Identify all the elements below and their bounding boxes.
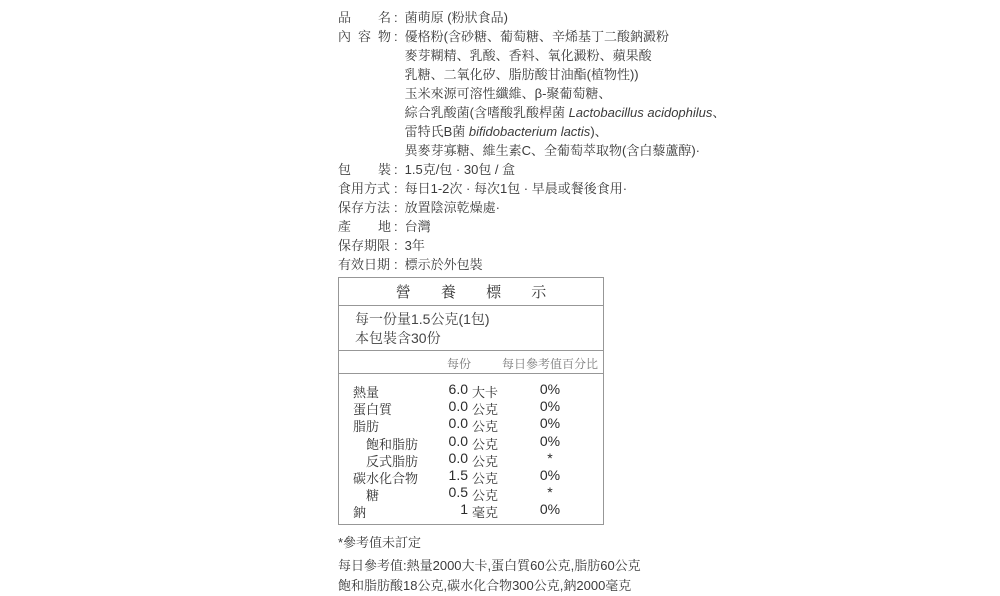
field-value: 優格粉(含砂糖、葡萄糖、辛烯基丁二酸鈉澱粉 麥芽糊精、乳酸、香料、氧化澱粉、蘋果酸 乳糖、二氧化矽、脂肪酸甘油酯(植物性)) 玉米來源可溶性纖維、β-聚葡萄糖、 綜合乳酸菌(含嗜酸乳酸桿菌 Lactobacillus acidophilus、 雷特氏B菌 bifidobacterium lactis)、 異麥芽寡糖、維生素C、全葡萄萃取物(含白藜蘆醇)· [404, 29, 726, 158]
info-field-origin [338, 217, 768, 236]
label-content [338, 8, 768, 596]
nutrient-row [339, 381, 603, 398]
nutrient-daily-value: * [547, 484, 553, 501]
nutrient-rows [339, 374, 603, 524]
field-colon: : [394, 238, 398, 253]
nutrient-row [339, 433, 603, 450]
field-label: 有效日期 [338, 257, 391, 272]
field-colon: : [394, 162, 398, 177]
nutrient-unit: 公克 [472, 419, 499, 435]
nutrient-row [339, 398, 603, 418]
field-value: 3年 [404, 238, 425, 253]
field-colon: : [394, 10, 398, 25]
field-value: 台灣 [404, 219, 431, 234]
nutrient-daily-value: * [547, 449, 553, 466]
field-colon: : [394, 219, 398, 234]
product-info-list [338, 8, 768, 274]
info-field-storage [338, 198, 768, 217]
field-label: 保存期限 [338, 238, 391, 253]
per-serving-header: 每份 [446, 357, 472, 371]
field-label: 保存方法 [338, 200, 391, 215]
nutrient-unit: 公克 [472, 470, 499, 486]
field-label: 包 裝 [338, 162, 391, 177]
nutrient-name: 飽和脂肪 [366, 436, 419, 452]
nutrient-name: 脂肪 [353, 419, 380, 435]
nutrient-amount: 0.5 [448, 484, 468, 501]
info-field-usage [338, 179, 768, 198]
serving-info [339, 306, 603, 351]
nutrient-unit: 公克 [472, 402, 499, 418]
nutrient-unit: 公克 [472, 453, 499, 469]
nutrient-unit: 公克 [472, 488, 499, 504]
nutrient-daily-value: 0% [539, 466, 561, 483]
field-value: 每日1-2次 · 每次1包 · 早晨或餐後食用· [404, 181, 628, 196]
field-label: 品 名 [338, 10, 391, 25]
nutrient-daily-value: 0% [539, 398, 561, 415]
info-field-expiry-date [338, 255, 768, 274]
nutrient-daily-value: 0% [539, 381, 561, 397]
field-label: 產 地 [338, 219, 391, 234]
daily-value-header: 每日參考值百分比 [501, 357, 599, 371]
nutrient-amount: 1.5 [448, 466, 468, 483]
nutrient-name: 熱量 [353, 385, 380, 400]
nutrient-row [339, 501, 603, 521]
nutrient-name: 蛋白質 [353, 402, 393, 418]
nutrient-daily-value: 0% [539, 432, 561, 449]
nutrient-daily-value: 0% [539, 415, 561, 432]
nutrient-name: 反式脂肪 [366, 453, 419, 469]
nutrient-amount: 0.0 [448, 415, 468, 432]
info-field-shelf-life [338, 236, 768, 255]
nutrient-unit: 大卡 [472, 385, 499, 400]
nutrient-unit: 公克 [472, 436, 499, 452]
servings-per-package: 本包裝含30份 [355, 330, 441, 346]
field-colon: : [394, 29, 398, 44]
info-field-packaging [338, 160, 768, 179]
serving-size: 每一份量1.5公克(1包) [355, 311, 490, 327]
info-field-product-name [338, 8, 768, 27]
field-colon: : [394, 257, 398, 272]
footnotes [338, 534, 768, 596]
column-headers-row [339, 351, 603, 374]
footnote-daily-values-line2: 飽和脂肪酸18公克,碳水化合物300公克,鈉2000毫克 [338, 577, 632, 593]
nutrition-title: 營 養 標 示 [339, 278, 603, 306]
nutrient-row [339, 415, 603, 435]
nutrient-unit: 毫克 [472, 505, 499, 521]
nutrition-facts-table [338, 277, 604, 525]
nutrient-amount: 6.0 [448, 381, 468, 397]
nutrient-amount: 0.0 [448, 449, 468, 466]
field-colon: : [394, 181, 398, 196]
footnote-reference-undetermined: *參考值未訂定 [338, 534, 422, 550]
field-label: 食用方式 [338, 181, 391, 196]
field-value: 1.5克/包 · 30包 / 盒 [404, 162, 516, 177]
nutrient-name: 鈉 [353, 505, 367, 521]
nutrient-amount: 1 [460, 501, 468, 518]
nutrient-name: 碳水化合物 [353, 470, 419, 486]
field-colon: : [394, 200, 398, 215]
nutrient-name: 糖 [366, 488, 380, 504]
nutrient-amount: 0.0 [448, 432, 468, 449]
field-value: 放置陰涼乾燥處· [404, 200, 500, 215]
field-value: 標示於外包裝 [404, 257, 483, 272]
field-value: 菌萌原 (粉狀食品) [404, 10, 508, 25]
footnote-daily-values-line1: 每日參考值:熱量2000大卡,蛋白質60公克,脂肪60公克 [338, 557, 641, 573]
nutrient-row [339, 484, 603, 504]
field-label: 內 容 物 [338, 29, 391, 44]
nutrient-daily-value: 0% [539, 501, 561, 518]
nutrient-row [339, 450, 603, 467]
nutrient-row [339, 467, 603, 484]
nutrient-amount: 0.0 [448, 398, 468, 415]
info-field-ingredients [338, 27, 768, 160]
